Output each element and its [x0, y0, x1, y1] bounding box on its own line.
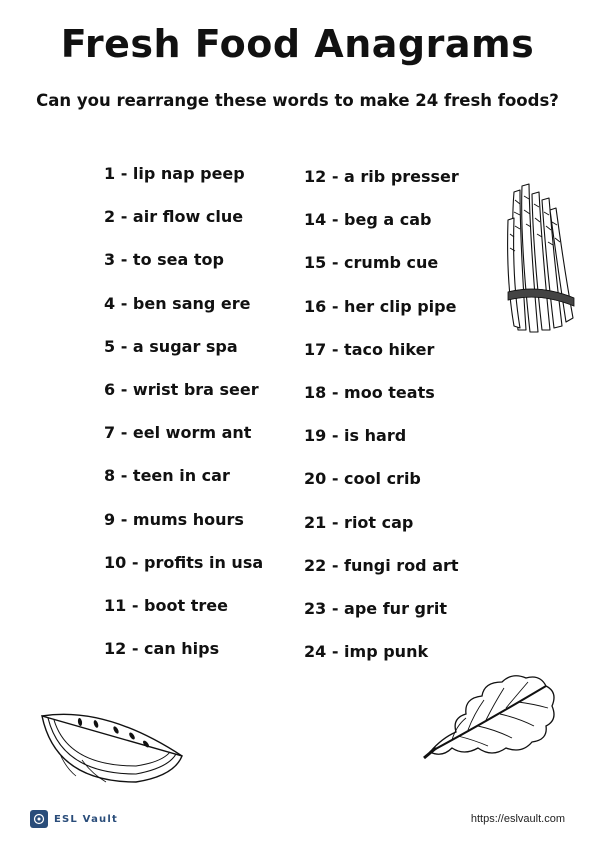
anagram-item: 7 - eel worm ant [104, 423, 252, 443]
anagram-item: 16 - her clip pipe [304, 296, 457, 316]
esl-vault-logo-icon [30, 810, 48, 828]
anagram-item: 8 - teen in car [104, 466, 230, 486]
anagram-item: 23 - ape fur grit [304, 598, 448, 618]
asparagus-illustration [500, 180, 578, 340]
anagram-item: 3 - to sea top [104, 250, 224, 270]
anagram-item: 19 - is hard [304, 426, 407, 446]
anagram-item: 10 - profits in usa [104, 552, 264, 572]
anagram-item: 21 - riot cap [304, 512, 414, 532]
anagram-item: 24 - imp punk [304, 642, 429, 662]
anagram-item: 15 - crumb cue [304, 253, 439, 273]
anagram-item: 11 - boot tree [104, 595, 228, 615]
watermelon-illustration [36, 698, 186, 790]
page-title: Fresh Food Anagrams [60, 22, 535, 66]
page-subtitle: Can you rearrange these words to make 24 fresh foods? [36, 91, 559, 110]
esl-vault-logo [30, 808, 118, 830]
anagram-item: 20 - cool crib [304, 469, 421, 489]
anagram-list-right [304, 164, 459, 682]
anagram-item: 1 - lip nap peep [104, 164, 245, 183]
anagram-item: 17 - taco hiker [304, 339, 435, 359]
anagram-item: 12 - can hips [104, 639, 220, 659]
kale-illustration [422, 668, 560, 764]
anagram-list-left [104, 161, 263, 679]
anagram-item: 12 - a rib presser [304, 167, 459, 186]
anagram-item: 5 - a sugar spa [104, 336, 238, 356]
anagram-item: 4 - ben sang ere [104, 293, 251, 313]
anagram-item: 18 - moo teats [304, 382, 435, 402]
anagram-item: 6 - wrist bra seer [104, 379, 259, 399]
logo-text: ESL Vault [54, 813, 118, 825]
anagram-item: 9 - mums hours [104, 509, 244, 529]
footer-url[interactable]: https://eslvault.com [470, 813, 565, 825]
anagram-item: 2 - air flow clue [104, 207, 244, 227]
anagram-item: 22 - fungi rod art [304, 555, 459, 575]
anagram-item: 14 - beg a cab [304, 210, 432, 230]
